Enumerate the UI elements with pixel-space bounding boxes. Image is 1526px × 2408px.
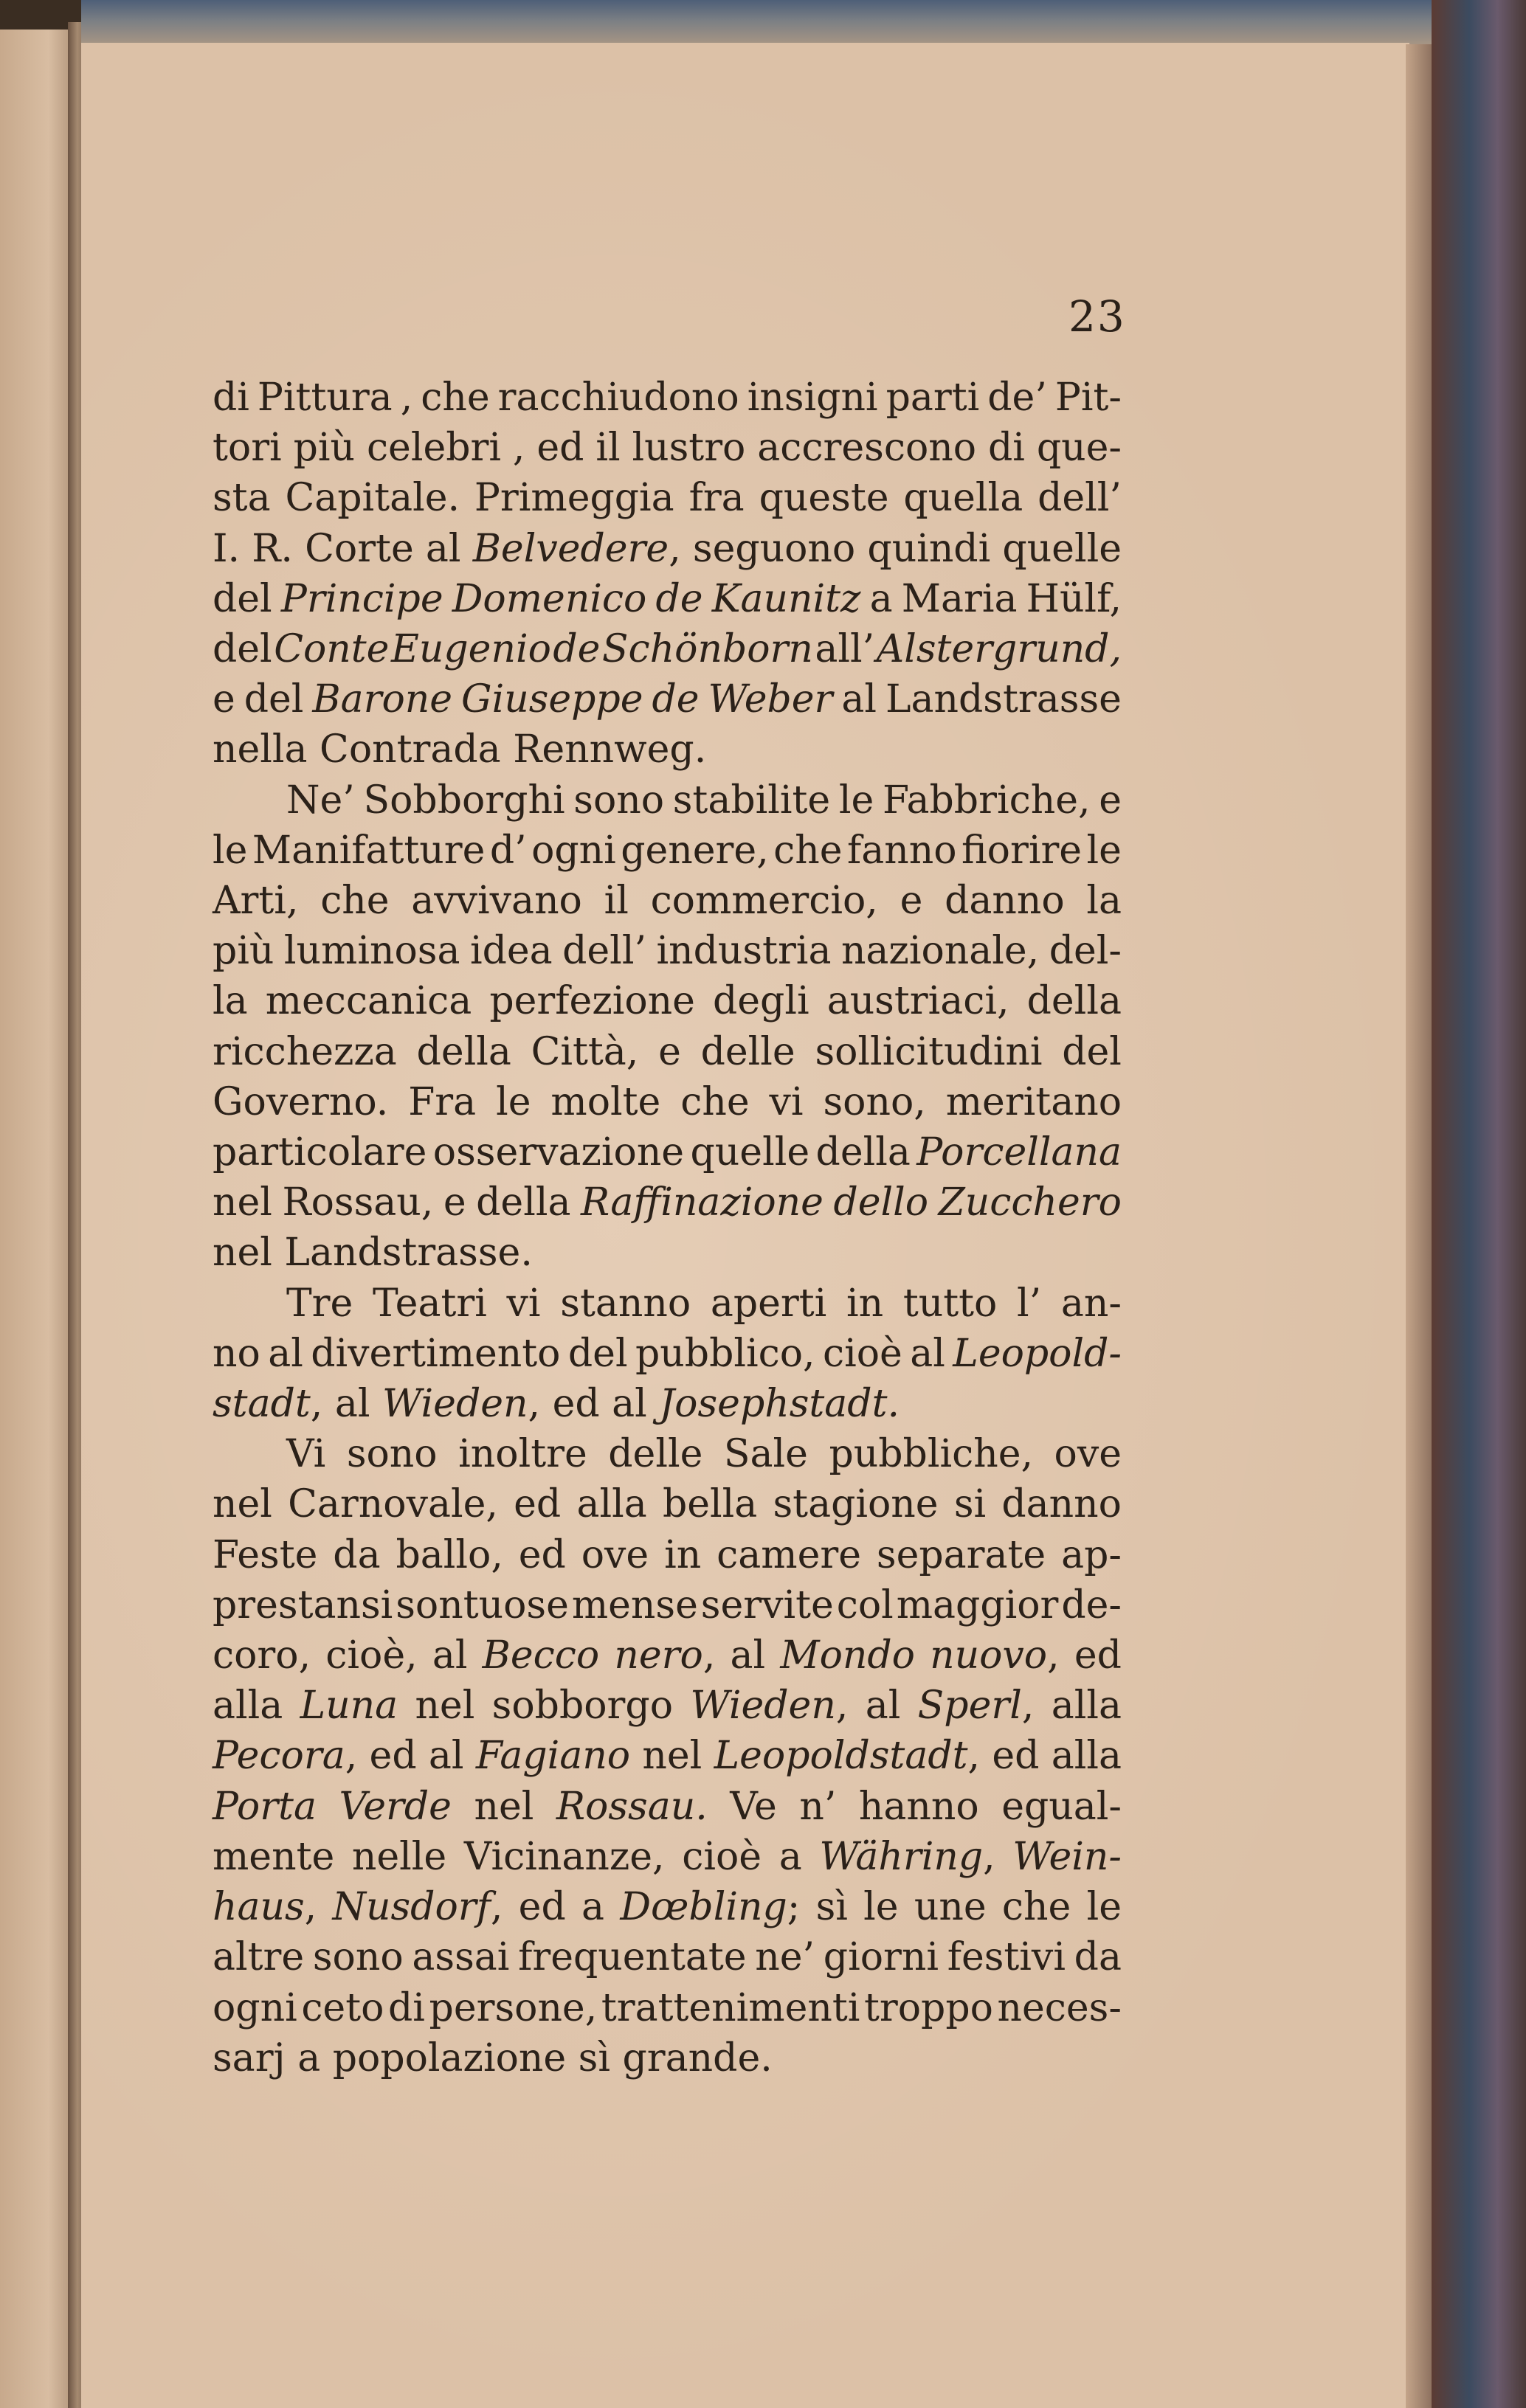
word: Raffinazione — [581, 1180, 824, 1225]
word: luminosa — [283, 929, 460, 974]
word: al — [425, 526, 461, 571]
text-line — [213, 1681, 1122, 1731]
word: ceto — [301, 1985, 384, 2030]
word: , — [400, 376, 413, 420]
word: Corte — [305, 526, 414, 571]
word: Conte — [274, 627, 390, 672]
word: le — [496, 1079, 531, 1124]
word: d’ — [489, 828, 527, 873]
word: Sale — [723, 1432, 808, 1477]
word: an- — [1060, 1281, 1122, 1326]
word: del — [1062, 1029, 1122, 1074]
word: Rossau. — [556, 1784, 708, 1829]
word: che — [680, 1079, 750, 1124]
word: delle — [700, 1029, 795, 1074]
word: nazionale, — [840, 929, 1040, 974]
word: I. — [213, 526, 241, 571]
word: tutto — [902, 1281, 998, 1326]
word: ogni — [213, 1985, 297, 2030]
word: nel — [213, 1482, 272, 1527]
word: prestansi — [213, 1582, 393, 1627]
word: in — [664, 1532, 702, 1577]
word: ed — [1074, 1633, 1122, 1678]
word: da — [333, 1532, 381, 1577]
word: alla — [576, 1482, 647, 1527]
word: Verde — [339, 1784, 452, 1829]
text-line — [213, 826, 1122, 876]
word: che — [320, 879, 390, 924]
word: mense — [571, 1582, 698, 1627]
word: ed — [536, 426, 584, 471]
word: giorni — [823, 1935, 939, 1980]
text-segment: , ed al — [528, 1382, 660, 1427]
word: vi — [769, 1079, 804, 1124]
text-line — [213, 624, 1122, 674]
word: perfezione — [489, 979, 695, 1024]
word: che — [1001, 1885, 1071, 1930]
text-line — [213, 1580, 1122, 1630]
text-segment: , al — [310, 1382, 383, 1427]
word: Leopoldstadt, — [714, 1734, 981, 1779]
word: e — [443, 1180, 466, 1225]
word: alla — [1051, 1734, 1122, 1779]
word: la — [213, 979, 248, 1024]
word: vi — [506, 1281, 541, 1326]
word: racchiudono — [497, 376, 739, 420]
word: camere — [717, 1532, 861, 1577]
word: Mondo — [780, 1633, 915, 1678]
word: ove — [1054, 1432, 1122, 1477]
word: particolare — [213, 1130, 427, 1175]
word: Rossau, — [282, 1180, 434, 1225]
word: no — [213, 1331, 260, 1376]
text-line — [213, 1983, 1122, 2033]
text-line — [213, 724, 1122, 775]
word: Vicinanze, — [463, 1834, 665, 1879]
word: ricchezza — [213, 1029, 397, 1074]
word: Fagiano — [475, 1734, 631, 1779]
word: Teatri — [373, 1281, 487, 1326]
word: sono — [346, 1432, 438, 1477]
word: de — [655, 576, 703, 621]
word: que- — [1036, 426, 1122, 471]
word: lustro — [632, 426, 746, 471]
text-line — [213, 976, 1122, 1026]
word: le — [838, 778, 874, 823]
word: quindi — [867, 526, 991, 571]
word: insigni — [747, 376, 878, 420]
word: osservazione — [432, 1130, 685, 1175]
text-line — [213, 2033, 1122, 2083]
marbled-cover — [1432, 0, 1526, 2408]
word: si — [953, 1482, 987, 1527]
word: la — [1086, 879, 1122, 924]
word: fiorire — [961, 828, 1083, 873]
word: sono — [573, 778, 665, 823]
word: sì — [815, 1885, 848, 1930]
word: Feste — [213, 1532, 318, 1577]
text-line — [213, 1127, 1122, 1177]
word: e — [1099, 778, 1122, 823]
word: Ve — [730, 1784, 777, 1829]
word: Capitale. — [285, 476, 460, 521]
word: tori — [213, 426, 282, 471]
word: Carnovale, — [288, 1482, 498, 1527]
word: a — [581, 1885, 605, 1930]
word: fanno — [846, 828, 957, 873]
word: Nusdorf, — [332, 1885, 503, 1930]
word: sobborgo — [491, 1684, 673, 1729]
word: cioè — [682, 1834, 762, 1879]
text-line — [213, 1228, 1122, 1278]
text-line — [213, 876, 1122, 926]
word: l’ — [1017, 1281, 1042, 1326]
word: aperti — [710, 1281, 827, 1326]
word: separate — [876, 1532, 1046, 1577]
word: Wieden, — [690, 1684, 849, 1729]
word: sontuose — [396, 1582, 569, 1627]
word: ogni — [531, 828, 616, 873]
word: ed — [518, 1885, 566, 1930]
word: bella — [662, 1482, 758, 1527]
word: Schönborn — [601, 627, 813, 672]
word: in — [846, 1281, 884, 1326]
text-line — [213, 1077, 1122, 1127]
word: all’ — [815, 627, 875, 672]
text-line — [213, 1027, 1122, 1077]
word: nel — [474, 1784, 534, 1829]
text-line — [213, 674, 1122, 724]
word: nel — [642, 1734, 702, 1779]
word: il — [595, 426, 621, 471]
word: col — [836, 1582, 894, 1627]
word: al — [428, 1734, 464, 1779]
word: Pecora, — [213, 1734, 358, 1779]
word: quella — [903, 476, 1023, 521]
word: più — [213, 929, 275, 974]
word: Zucchero — [938, 1180, 1122, 1225]
word: ed — [369, 1734, 417, 1779]
word: che — [773, 828, 843, 873]
word: degli — [713, 979, 809, 1024]
word: maggior — [896, 1582, 1059, 1627]
word: da — [1074, 1935, 1122, 1980]
text-line — [213, 1429, 1122, 1479]
word: sono, — [823, 1079, 926, 1124]
word: , — [512, 426, 525, 471]
word: danno — [1001, 1482, 1122, 1527]
word: al — [841, 677, 877, 722]
word: del — [213, 576, 272, 621]
word: della — [476, 1180, 571, 1225]
word: cioè, — [325, 1633, 418, 1678]
page-fore-edge — [1406, 44, 1432, 2408]
word: della — [416, 1029, 511, 1074]
word: Luna — [300, 1684, 398, 1729]
word: avvivano — [411, 879, 582, 924]
word: sta — [213, 476, 271, 521]
word: dello — [833, 1180, 929, 1225]
word: Alstergrund, — [876, 627, 1122, 672]
word: più — [293, 426, 356, 471]
word: dell’ — [562, 929, 646, 974]
word: del — [213, 627, 272, 672]
word: Hülf, — [1026, 576, 1122, 621]
word: Dœbling; — [620, 1885, 801, 1930]
word: del- — [1049, 929, 1122, 974]
word: al — [432, 1633, 468, 1678]
word: austriaci, — [826, 979, 1009, 1024]
page-number: 23 — [1068, 291, 1126, 342]
text-line — [213, 373, 1122, 423]
word: stanno — [560, 1281, 691, 1326]
word: Kaunitz — [711, 576, 861, 621]
text-line — [213, 1630, 1122, 1681]
text-line — [213, 1279, 1122, 1329]
word: cioè — [822, 1331, 902, 1376]
text-line — [213, 1731, 1122, 1781]
word: della — [1026, 979, 1122, 1024]
word: Ne’ — [286, 778, 355, 823]
word: une — [914, 1885, 987, 1930]
text-segment: Josephstadt. — [659, 1382, 900, 1427]
text-line — [213, 1932, 1122, 1982]
word: ballo, — [396, 1532, 503, 1577]
word: le — [1086, 1885, 1122, 1930]
word: della — [815, 1130, 911, 1175]
word: ed — [514, 1482, 562, 1527]
word: R. — [252, 526, 293, 571]
text-line — [213, 574, 1122, 624]
word: che — [421, 376, 490, 420]
word: hanno — [858, 1784, 979, 1829]
word: stagione — [773, 1482, 939, 1527]
word: Porcellana — [916, 1130, 1122, 1175]
word: Arti, — [213, 879, 299, 924]
text-segment: sarj a popolazione sì grande. — [213, 2035, 773, 2080]
word: Primeggia — [474, 476, 674, 521]
text-line — [213, 1479, 1122, 1529]
word: del — [567, 1331, 628, 1376]
word: dell’ — [1038, 476, 1122, 521]
word: divertimento — [311, 1331, 561, 1376]
word: commercio, — [650, 879, 878, 924]
word: de’ — [987, 376, 1047, 420]
word: pubblico, — [635, 1331, 815, 1376]
word: celebri — [366, 426, 502, 471]
word: Governo. — [213, 1079, 389, 1124]
word: neces- — [997, 1985, 1122, 2030]
word: idea — [469, 929, 553, 974]
text-segment: Wieden — [382, 1382, 528, 1427]
text-line — [213, 926, 1122, 976]
word: di — [987, 426, 1025, 471]
word: Leopold- — [953, 1331, 1122, 1376]
word: Giuseppe — [461, 677, 643, 722]
word: Sobborghi — [363, 778, 565, 823]
word: de — [652, 677, 700, 722]
word: danno — [945, 879, 1065, 924]
text-line — [213, 1782, 1122, 1832]
text-line — [213, 1379, 1122, 1429]
word: nero, — [614, 1633, 716, 1678]
word: Maria — [901, 576, 1018, 621]
word: haus, — [213, 1885, 317, 1930]
word: alla — [1051, 1684, 1122, 1729]
word: nuovo, — [930, 1633, 1060, 1678]
word: e — [900, 879, 923, 924]
word: delle — [608, 1432, 703, 1477]
word: e — [658, 1029, 681, 1074]
word: nel — [415, 1684, 475, 1729]
word: Weber — [708, 677, 833, 722]
word: Fabbriche, — [882, 778, 1091, 823]
word: de- — [1061, 1582, 1122, 1627]
word: egual- — [1001, 1784, 1122, 1829]
text-segment: stadt — [213, 1382, 311, 1427]
word: meccanica — [265, 979, 472, 1024]
word: seguono — [692, 526, 856, 571]
word: le — [1086, 828, 1122, 873]
word: Manifatture — [252, 828, 486, 873]
word: nelle — [351, 1834, 447, 1879]
word: pubbliche, — [829, 1432, 1033, 1477]
word: a — [869, 576, 893, 621]
word: Becco — [482, 1633, 600, 1678]
word: di — [213, 376, 249, 420]
word: il — [604, 879, 629, 924]
text-line — [213, 473, 1122, 523]
word: nel — [213, 1180, 272, 1225]
word: fra — [688, 476, 745, 521]
word: Domenico — [452, 576, 647, 621]
word: inoltre — [458, 1432, 587, 1477]
word: sollicitudini — [815, 1029, 1043, 1074]
text-segment: nella Contrada Rennweg. — [213, 727, 707, 772]
word: Sperl, — [917, 1684, 1035, 1729]
word: e — [213, 677, 235, 722]
word: Città, — [531, 1029, 639, 1074]
word: Tre — [286, 1281, 353, 1326]
word: troppo — [863, 1985, 993, 2030]
word: alla — [213, 1684, 283, 1729]
word: sono — [312, 1935, 404, 1980]
word: al — [910, 1331, 945, 1376]
text-line — [213, 524, 1122, 574]
body-text — [213, 373, 1122, 2083]
word: Belvedere, — [472, 526, 681, 571]
word: ne’ — [755, 1935, 815, 1980]
word: Währing, — [819, 1834, 995, 1879]
word: Porta — [213, 1784, 317, 1829]
word: ap- — [1061, 1532, 1122, 1577]
word: stabilite — [672, 778, 831, 823]
text-line — [213, 423, 1122, 473]
word: meritano — [945, 1079, 1122, 1124]
word: al — [268, 1331, 303, 1376]
word: festivi — [947, 1935, 1066, 1980]
text-line — [213, 1882, 1122, 1932]
word: genere, — [621, 828, 769, 873]
word: ed — [518, 1532, 566, 1577]
word: molte — [550, 1079, 661, 1124]
word: Barone — [312, 677, 453, 722]
text-line — [213, 1177, 1122, 1228]
word: Pittura — [257, 376, 393, 420]
word: a — [778, 1834, 802, 1879]
word: Landstrasse — [885, 677, 1122, 722]
word: quelle — [1002, 526, 1122, 571]
word: industria — [656, 929, 832, 974]
word: Pit- — [1054, 376, 1122, 420]
word: trattenimenti — [601, 1985, 860, 2030]
text-line — [213, 1329, 1122, 1379]
word: al — [730, 1633, 766, 1678]
word: Principe — [280, 576, 443, 621]
word: ove — [581, 1532, 649, 1577]
word: al — [865, 1684, 901, 1729]
word: del — [244, 677, 304, 722]
text-segment: nel Landstrasse. — [213, 1231, 533, 1276]
word: Vi — [286, 1432, 326, 1477]
word: ed — [992, 1734, 1040, 1779]
word: assai — [412, 1935, 510, 1980]
word: accrescono — [757, 426, 977, 471]
word: Eugenio — [390, 627, 551, 672]
word: n’ — [799, 1784, 837, 1829]
word: de — [553, 627, 601, 672]
word: Fra — [408, 1079, 477, 1124]
word: quelle — [690, 1130, 810, 1175]
word: altre — [213, 1935, 305, 1980]
word: parti — [885, 376, 980, 420]
word: queste — [759, 476, 889, 521]
word: mente — [213, 1834, 335, 1879]
word: le — [863, 1885, 899, 1930]
word: persone, — [429, 1985, 598, 2030]
word: le — [213, 828, 248, 873]
text-line — [213, 1530, 1122, 1580]
word: frequentate — [518, 1935, 747, 1980]
text-line — [213, 1832, 1122, 1882]
word: di — [388, 1985, 425, 2030]
word: Wein- — [1012, 1834, 1122, 1879]
text-line — [213, 775, 1122, 826]
word: coro, — [213, 1633, 311, 1678]
word: servite — [700, 1582, 834, 1627]
